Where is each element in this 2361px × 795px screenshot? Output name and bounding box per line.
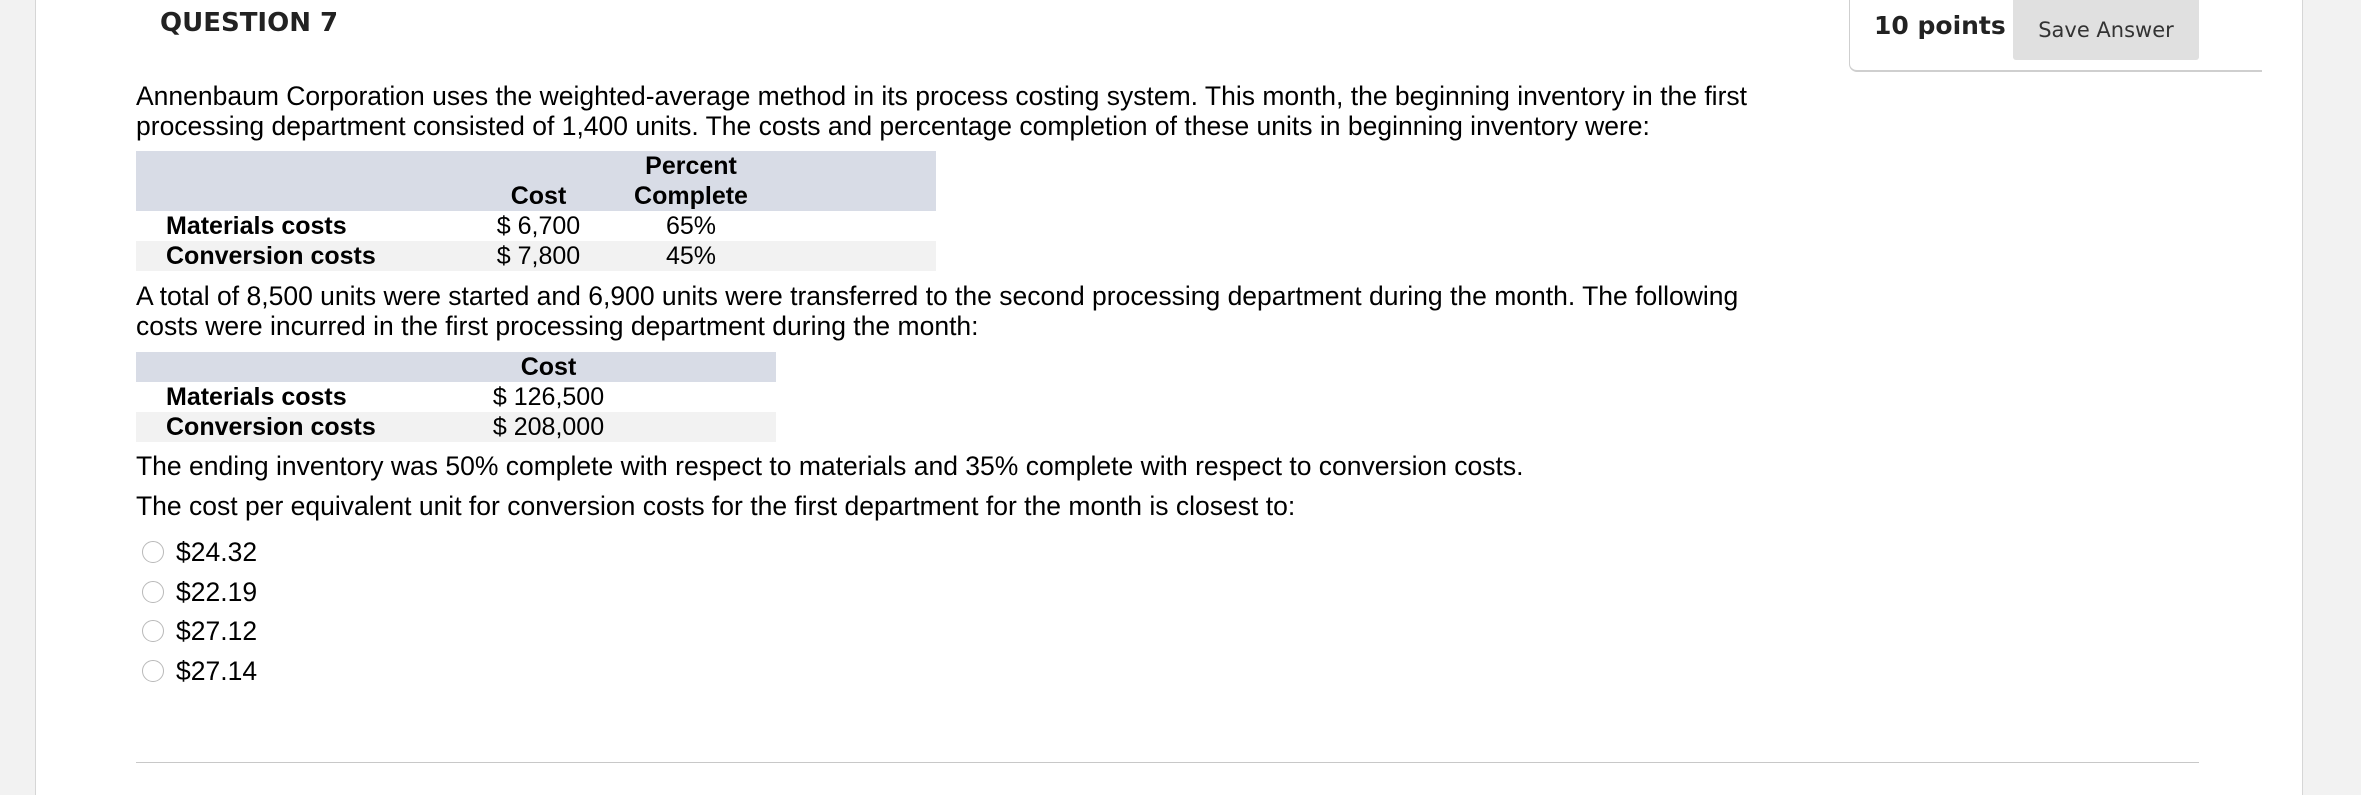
row-cost: $ 6,700 bbox=[496, 212, 581, 240]
row-label: Materials costs bbox=[166, 212, 347, 240]
row-percent: 45% bbox=[665, 242, 717, 270]
row-percent: 65% bbox=[665, 212, 717, 240]
row-cost: $ 208,000 bbox=[492, 413, 605, 441]
table-header-row bbox=[136, 352, 776, 382]
header-percent-line1: Percent bbox=[645, 152, 737, 180]
option-label: $22.19 bbox=[176, 576, 258, 607]
radio-button[interactable] bbox=[142, 660, 164, 682]
question-title: QUESTION 7 bbox=[160, 8, 339, 38]
option-label: $27.12 bbox=[176, 615, 258, 646]
mid-line-1: A total of 8,500 units were started and 6,900 units were transferred to the second processing department during the month. The following bbox=[136, 281, 1739, 311]
header-cost: Cost bbox=[510, 182, 567, 210]
row-label: Conversion costs bbox=[166, 413, 376, 441]
option-label: $24.32 bbox=[176, 536, 258, 567]
intro-line-2: processing department consisted of 1,400 units. The costs and percentage completion of these units in beginning inventory were: bbox=[136, 111, 1650, 141]
table-row bbox=[136, 412, 776, 442]
header-percent-line2: Complete bbox=[634, 182, 748, 210]
divider bbox=[136, 762, 2199, 763]
ending-inventory-text: The ending inventory was 50% complete with respect to materials and 35% complete with respect to conversion costs. bbox=[136, 451, 1524, 481]
current-costs-table bbox=[136, 352, 776, 442]
mid-line-2: costs were incurred in the first processing department during the month: bbox=[136, 311, 979, 341]
save-answer-button[interactable]: Save Answer bbox=[2013, 0, 2199, 60]
header-cost: Cost bbox=[520, 353, 577, 381]
option-label: $27.14 bbox=[176, 655, 258, 686]
question-prompt: The cost per equivalent unit for conversion costs for the first department for the month is closest to: bbox=[136, 491, 1296, 521]
points-label: 10 points bbox=[1874, 11, 2006, 40]
radio-button[interactable] bbox=[142, 581, 164, 603]
beginning-inventory-table bbox=[136, 151, 936, 271]
table-row bbox=[136, 241, 936, 271]
radio-button[interactable] bbox=[142, 541, 164, 563]
radio-button[interactable] bbox=[142, 620, 164, 642]
intro-line-1: Annenbaum Corporation uses the weighted-average method in its process costing system. This month, the beginning inventory in the first bbox=[136, 81, 1748, 111]
row-cost: $ 126,500 bbox=[492, 383, 605, 411]
table-header-row bbox=[136, 151, 936, 181]
answer-option[interactable] bbox=[142, 655, 257, 687]
answer-option[interactable] bbox=[142, 576, 257, 608]
answer-option[interactable] bbox=[142, 615, 257, 647]
row-label: Materials costs bbox=[166, 383, 347, 411]
table-row bbox=[136, 211, 936, 241]
row-cost: $ 7,800 bbox=[496, 242, 581, 270]
answer-option[interactable] bbox=[142, 536, 257, 568]
table-header-row bbox=[136, 181, 936, 211]
row-label: Conversion costs bbox=[166, 242, 376, 270]
table-row bbox=[136, 382, 776, 412]
